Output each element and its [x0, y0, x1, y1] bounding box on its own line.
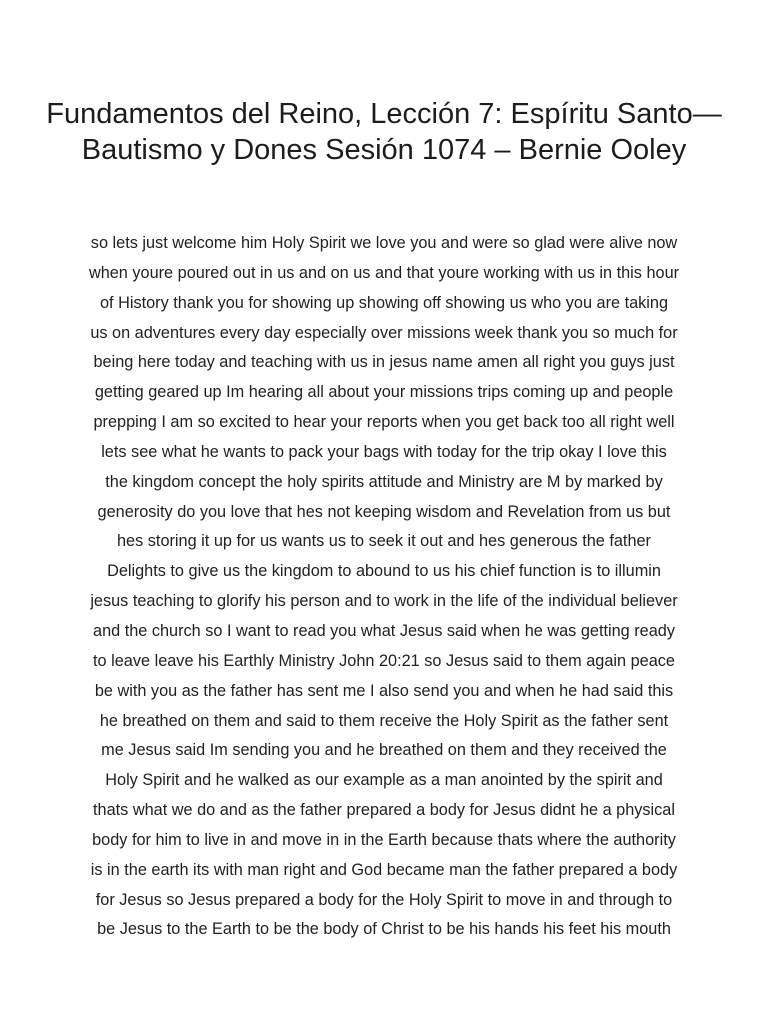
- transcript-body: so lets just welcome him Holy Spirit we love you and were so glad were alive now when youre poured out in us and on us and that youre working with us in this hour of History thank you for showing up showing off showing us who you are taking us on adventures every day especially over missions week thank you so much for being here today and teaching with us in jesus name amen all right you guys just getting geared up Im hearing all about your missions trips coming up and people prepping I am so excited to hear your reports when you get back too all right well lets see what he wants to pack your bags with today for the trip okay I love this the kingdom concept the holy spirits attitude and Ministry are M by marked by generosity do you love that hes not keeping wisdom and Revelation from us but hes storing it up for us wants us to seek it out and hes generous the father Delights to give us the kingdom to abound to us his chief function is to illumin jesus teaching to glorify his person and to work in the life of the individual believer and the church so I want to read you what Jesus said when he was getting ready to leave leave his Earthly Ministry John 20:21 so Jesus said to them again peace be with you as the father has sent me I also send you and when he had said this he breathed on them and said to them receive the Holy Spirit as the father sent me Jesus said Im sending you and he breathed on them and they received the Holy Spirit and he walked as our example as a man anointed by the spirit and thats what we do and as the father prepared a body for Jesus didnt he a physical body for him to live in and move in in the Earth because thats where the authority is in the earth its with man right and God became man the father prepared a body for Jesus so Jesus prepared a body for the Holy Spirit to move in and through to be Jesus to the Earth to be the body of Christ to be his hands his feet his mouth: [88, 234, 680, 939]
- document-title: Fundamentos del Reino, Lección 7: Espíritu Santo—Bautismo y Dones Sesión 1074 – Bernie Ooley: [46, 98, 722, 166]
